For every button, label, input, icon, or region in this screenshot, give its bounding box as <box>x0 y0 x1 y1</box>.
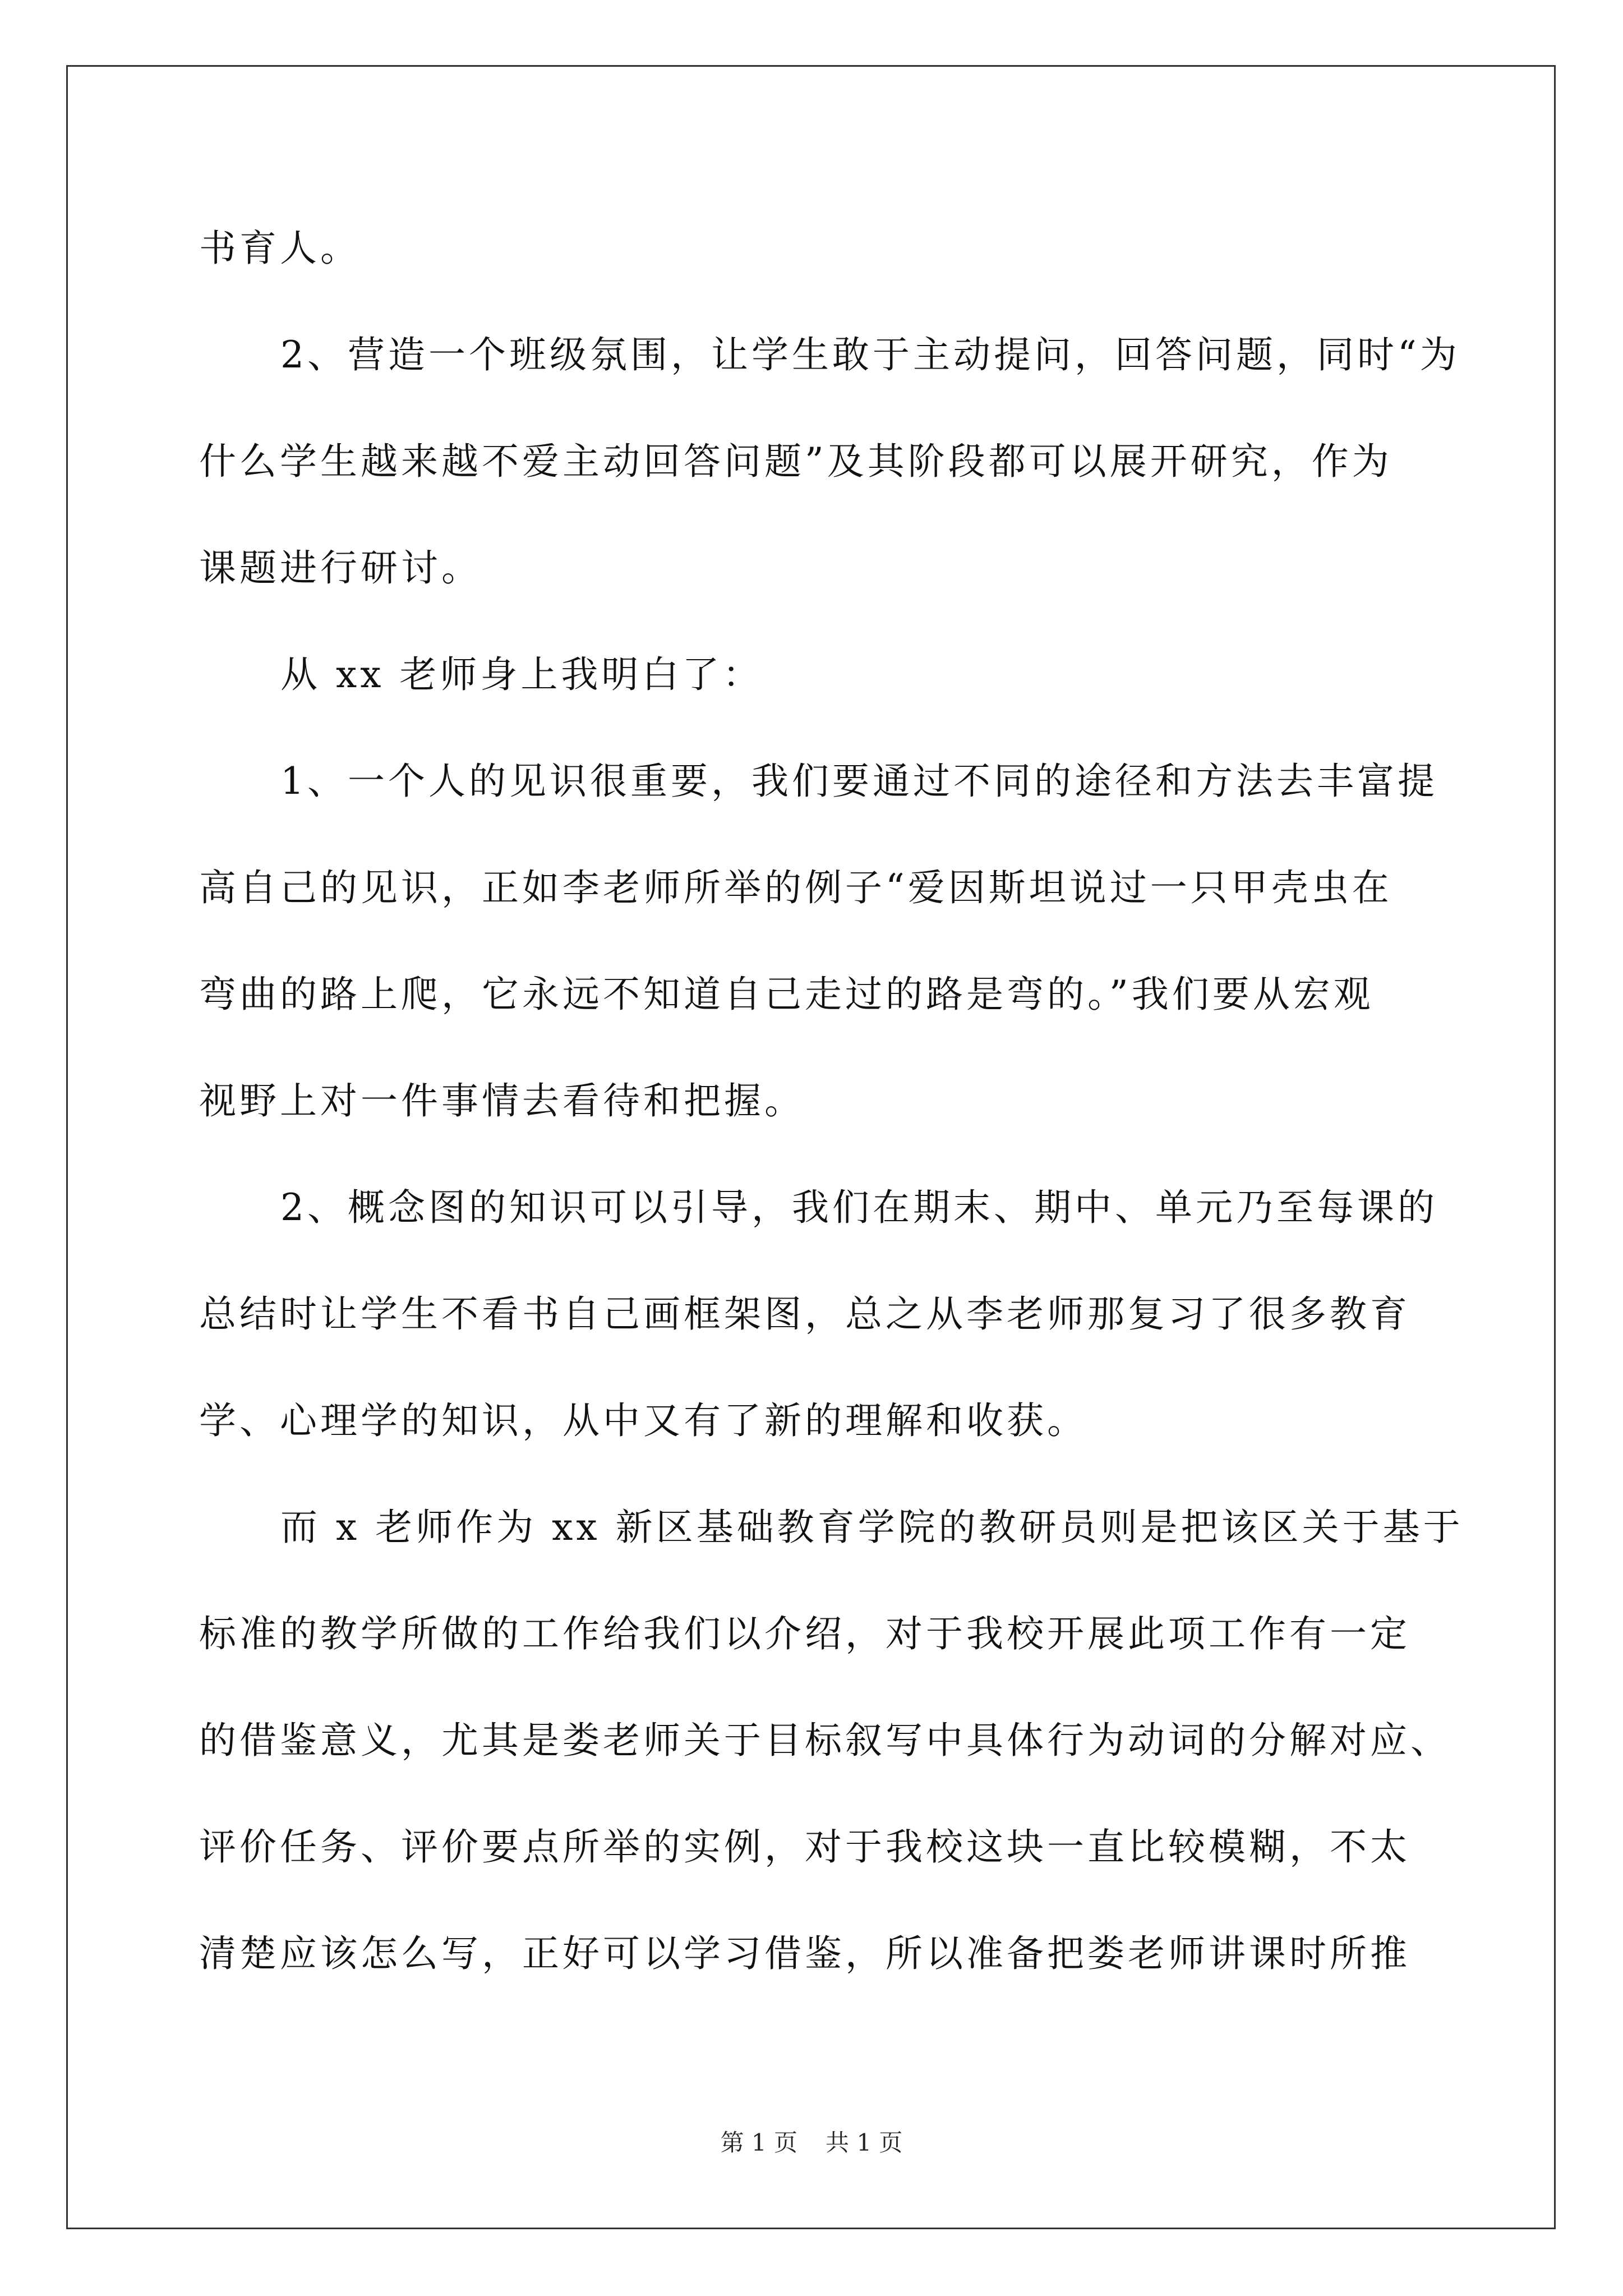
page-border <box>66 65 1556 2229</box>
text-line: 学、心理学的知识，从中又有了新的理解和收获。 <box>199 1399 1087 1442</box>
text-line: 清楚应该怎么写，正好可以学习借鉴，所以准备把娄老师讲课时所推 <box>199 1932 1410 1975</box>
text-line: 总结时让学生不看书自己画框架图，总之从李老师那复习了很多教育 <box>199 1292 1410 1336</box>
text-line: 2、概念图的知识可以引导，我们在期末、期中、单元乃至每课的 <box>280 1186 1438 1229</box>
text-line: 弯曲的路上爬，它永远不知道自己走过的路是弯的。”我们要从宏观 <box>199 973 1374 1016</box>
text-line: 标准的教学所做的工作给我们以介绍，对于我校开展此项工作有一定 <box>199 1612 1410 1655</box>
text-line: 而 x 老师作为 xx 新区基础教育学院的教研员则是把该区关于基于 <box>280 1506 1464 1549</box>
text-line: 从 xx 老师身上我明白了： <box>280 653 763 696</box>
text-line: 高自己的见识，正如李老师所举的例子“爱因斯坦说过一只甲壳虫在 <box>199 866 1393 909</box>
text-line: 的借鉴意义，尤其是娄老师关于目标叙写中具体行为动词的分解对应、 <box>199 1719 1451 1762</box>
page-total: 共 1 页 <box>826 2129 903 2156</box>
text-line: 课题进行研讨。 <box>199 546 482 590</box>
page-number: 第 1 页 <box>720 2129 797 2156</box>
text-line: 书育人。 <box>199 227 361 270</box>
page-footer <box>0 2126 1623 2160</box>
text-line: 什么学生越来越不爱主动回答问题”及其阶段都可以展开研究，作为 <box>199 440 1393 483</box>
text-line: 评价任务、评价要点所举的实例，对于我校这块一直比较模糊，不太 <box>199 1825 1410 1869</box>
text-line: 2、营造一个班级氛围，让学生敢于主动提问，回答问题，同时“为 <box>280 333 1460 376</box>
text-line: 1、一个人的见识很重要，我们要通过不同的途径和方法去丰富提 <box>280 760 1438 803</box>
text-line: 视野上对一件事情去看待和把握。 <box>199 1079 805 1122</box>
